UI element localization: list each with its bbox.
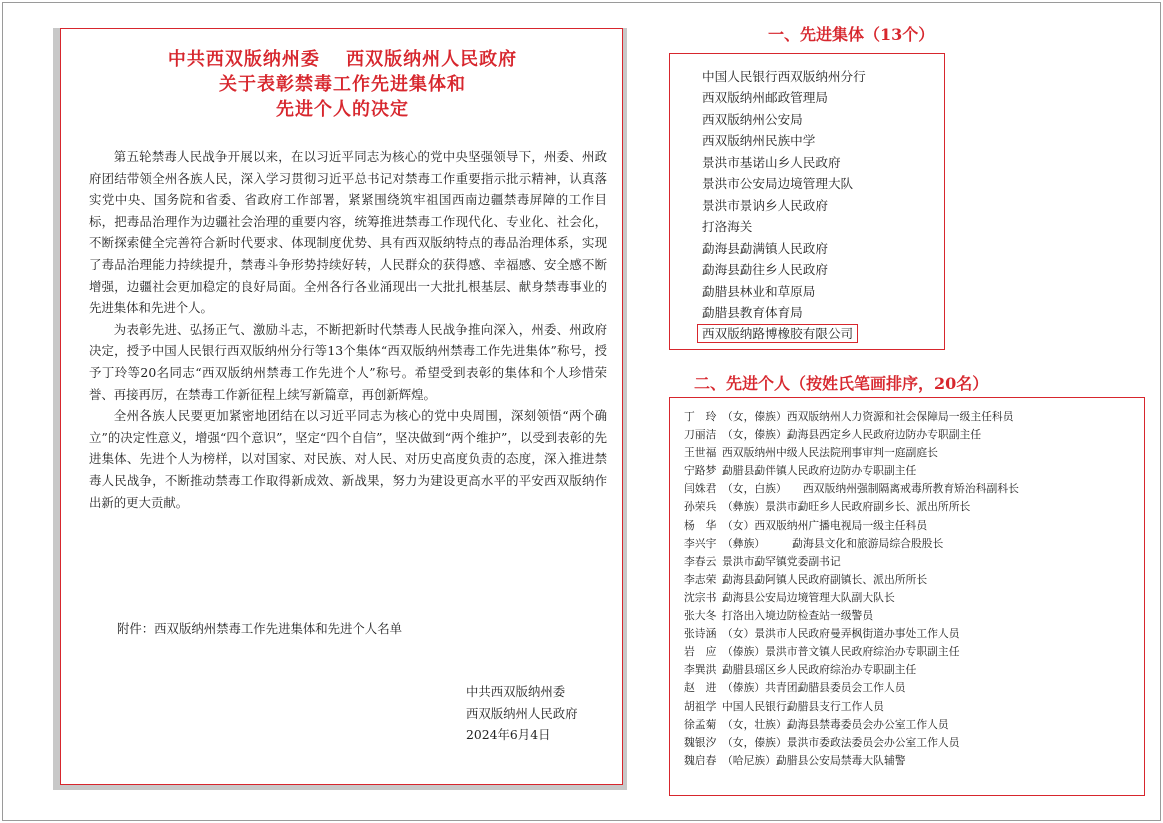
individual-info: 打洛出入境边防检查站一级警员 bbox=[722, 609, 874, 623]
collective-item-label: 景洪市基诺山乡人民政府 bbox=[702, 154, 841, 170]
decree-title bbox=[61, 47, 624, 122]
individual-name: 宁路梦 bbox=[684, 464, 717, 478]
collective-item-label: 勐海县勐往乡人民政府 bbox=[702, 262, 828, 278]
individual-name: 魏银汐 bbox=[684, 735, 717, 749]
collective-item-label: 景洪市公安局边境管理大队 bbox=[702, 176, 854, 192]
collective-item bbox=[702, 238, 866, 259]
decree-paragraph: 第五轮禁毒人民战争开展以来，在以习近平同志为核心的党中央坚强领导下，州委、州政府团结带领全州各族人民，深入学习贯彻习近平总书记对禁毒工作重要指示批示精神，认真落实党中央、国务院和省委、省政府工作部署，紧紧围绕筑牢祖国西南边疆禁毒屏障的工作目标，把毒品治理作为边疆社会治理的重要内容，统筹推进禁毒工作现代化、专业化、社会化，不断探索健全完善符合新时代要求、体现制度优势、具有西双版纳特点的毒品治理体系，实现了毒品治理能力持续提升，禁毒斗争形势持续好转，人民群众的获得感、幸福感、安全感不断增强，边疆社会更加稳定的良好局面。全州各行各业涌现出一大批扎根基层、献身禁毒事业的先进集体和先进个人。 bbox=[89, 149, 607, 316]
individual-name: 刀丽洁 bbox=[684, 428, 717, 442]
individual-name: 岩 应 bbox=[684, 645, 717, 659]
individual-name: 王世福 bbox=[684, 446, 717, 460]
individual-info: （女，傣族）景洪市委政法委员会办公室工作人员 bbox=[722, 735, 960, 749]
individual-item bbox=[684, 426, 1019, 444]
individual-name: 沈宗书 bbox=[684, 590, 717, 604]
individual-name: 李兴宇 bbox=[684, 536, 717, 550]
individual-item bbox=[684, 480, 1019, 498]
individual-info: 勐海县勐阿镇人民政府副镇长、派出所所长 bbox=[722, 572, 928, 586]
individual-info: 景洪市勐罕镇党委副书记 bbox=[722, 554, 841, 568]
individual-name: 李巽洪 bbox=[684, 663, 717, 677]
individual-info: （傣族）景洪市普文镇人民政府综治办专职副主任 bbox=[722, 645, 960, 659]
individual-info: （女）西双版纳州广播电视局一级主任科员 bbox=[722, 518, 928, 532]
signature-date: 2024年6月4日 bbox=[466, 727, 551, 742]
collective-item-label: 西双版纳州民族中学 bbox=[702, 133, 816, 149]
collective-item-label: 勐海县勐满镇人民政府 bbox=[702, 240, 828, 256]
individual-item bbox=[684, 698, 1019, 716]
collective-item bbox=[702, 87, 866, 108]
decree-title-line: 中共西双版纳州委 西双版纳州人民政府 bbox=[167, 49, 518, 70]
collective-item bbox=[702, 195, 866, 216]
individual-item bbox=[684, 661, 1019, 679]
individual-info: （女，白族） 西双版纳州强制隔离戒毒所教育矫治科副科长 bbox=[722, 482, 1019, 496]
collectives-heading: 一、先进集体（13个） bbox=[768, 25, 935, 44]
collective-item bbox=[702, 323, 866, 344]
decree-title-line: 关于表彰禁毒工作先进集体和 bbox=[219, 74, 466, 95]
collective-item-label: 西双版纳路博橡胶有限公司 bbox=[697, 324, 858, 343]
collective-item bbox=[702, 152, 866, 173]
collective-item-label: 西双版纳州公安局 bbox=[702, 111, 803, 127]
collective-item-label: 打洛海关 bbox=[702, 219, 753, 235]
individuals-box bbox=[669, 397, 1145, 796]
individual-info: （彝族）景洪市勐旺乡人民政府副乡长、派出所所长 bbox=[722, 500, 971, 514]
individual-name: 徐孟菊 bbox=[684, 717, 717, 731]
individual-name: 赵 进 bbox=[684, 681, 717, 695]
individual-item bbox=[684, 408, 1019, 426]
collective-item bbox=[702, 66, 866, 87]
signature-org: 西双版纳州人民政府 bbox=[466, 705, 578, 721]
collective-item bbox=[702, 259, 866, 280]
individual-item bbox=[684, 589, 1019, 607]
individual-info: （女，傣族）勐海县西定乡人民政府边防办专职副主任 bbox=[722, 428, 982, 442]
individual-info: 中国人民银行勐腊县支行工作人员 bbox=[722, 699, 884, 713]
individual-info: （彝族） 勐海县文化和旅游局综合股股长 bbox=[722, 536, 944, 550]
individual-info: 勐腊县瑶区乡人民政府综治办专职副主任 bbox=[722, 663, 917, 677]
individual-name: 孙荣兵 bbox=[684, 500, 717, 514]
individual-item bbox=[684, 679, 1019, 697]
collective-item-label: 景洪市景讷乡人民政府 bbox=[702, 197, 828, 213]
individual-name: 李春云 bbox=[684, 554, 717, 568]
collectives-list bbox=[702, 66, 866, 345]
individual-info: （女）景洪市人民政府曼弄枫街道办事处工作人员 bbox=[722, 627, 960, 641]
individual-name: 魏启春 bbox=[684, 753, 717, 767]
decree-panel bbox=[53, 28, 627, 790]
individual-item bbox=[684, 535, 1019, 553]
individual-name: 李志荣 bbox=[684, 572, 717, 586]
collective-item bbox=[702, 109, 866, 130]
attachment-note: 附件：西双版纳州禁毒工作先进集体和先进个人名单 bbox=[117, 621, 402, 636]
decree-body bbox=[89, 146, 607, 513]
individual-name: 张诗涵 bbox=[684, 627, 717, 641]
individual-name: 张大冬 bbox=[684, 609, 717, 623]
individual-info: （哈尼族）勐腊县公安局禁毒大队辅警 bbox=[722, 753, 906, 767]
individual-item bbox=[684, 643, 1019, 661]
collective-item bbox=[702, 281, 866, 302]
collective-item bbox=[702, 173, 866, 194]
collective-item-label: 中国人民银行西双版纳州分行 bbox=[702, 69, 866, 84]
individual-item bbox=[684, 444, 1019, 462]
individual-item bbox=[684, 517, 1019, 535]
individual-item bbox=[684, 752, 1019, 770]
individual-name: 胡祖学 bbox=[684, 699, 717, 713]
decree-card bbox=[60, 28, 623, 785]
individual-item bbox=[684, 553, 1019, 571]
individual-name: 丁 玲 bbox=[684, 410, 717, 423]
individuals-list bbox=[684, 408, 1019, 770]
collective-item-label: 西双版纳州邮政管理局 bbox=[702, 90, 828, 106]
individual-info: 勐海县公安局边境管理大队副大队长 bbox=[722, 590, 895, 604]
decree-paragraph: 全州各族人民要更加紧密地团结在以习近平同志为核心的党中央周围，深刻领悟“两个确立”的决定性意义，增强“四个意识”，坚定“四个自信”，坚决做到“两个维护”，以受到表彰的先进集体、先进个人为榜样，以对国家、对民族、对人民、对历史高度负责的态度，深入推进禁毒人民战争，不断推动禁毒工作取得新成效、新战果，努力为建设更高水平的平安西双版纳作出新的更大贡献。 bbox=[89, 408, 607, 510]
decree-title-line: 先进个人的决定 bbox=[276, 99, 409, 120]
collective-item-label: 勐腊县林业和草原局 bbox=[702, 283, 816, 299]
individual-info: 勐腊县勐伴镇人民政府边防办专职副主任 bbox=[722, 464, 917, 478]
individual-item bbox=[684, 716, 1019, 734]
individual-info: （女，壮族）勐海县禁毒委员会办公室工作人员 bbox=[722, 717, 949, 731]
individual-info: （傣族）共青团勐腊县委员会工作人员 bbox=[722, 681, 906, 695]
individual-name: 闫姝君 bbox=[684, 482, 717, 496]
signature-block bbox=[466, 681, 578, 746]
individual-item bbox=[684, 734, 1019, 752]
individual-item bbox=[684, 462, 1019, 480]
individuals-heading: 二、先进个人（按姓氏笔画排序，20名） bbox=[694, 374, 989, 393]
individual-item bbox=[684, 625, 1019, 643]
collectives-box bbox=[669, 53, 945, 350]
signature-org: 中共西双版纳州委 bbox=[466, 684, 566, 699]
collective-item bbox=[702, 302, 866, 323]
individual-info: 西双版纳州中级人民法院刑事审判一庭副庭长 bbox=[722, 446, 938, 460]
individual-item bbox=[684, 607, 1019, 625]
individual-item bbox=[684, 571, 1019, 589]
collective-item bbox=[702, 130, 866, 151]
individual-info: （女，傣族）西双版纳州人力资源和社会保障局一级主任科员 bbox=[722, 410, 1014, 423]
collective-item bbox=[702, 216, 866, 237]
collective-item-label: 勐腊县教育体育局 bbox=[702, 304, 803, 320]
individual-item bbox=[684, 498, 1019, 516]
individual-name: 杨 华 bbox=[684, 518, 717, 532]
decree-paragraph: 为表彰先进、弘扬正气、激励斗志，不断把新时代禁毒人民战争推向深入，州委、州政府决定，授予中国人民银行西双版纳州分行等13个集体“西双版纳州禁毒工作先进集体”称号，授予丁玲等20名同志“西双版纳州禁毒工作先进个人”称号。希望受到表彰的集体和个人珍惜荣誉、再接再厉，在禁毒工作新征程上续写新篇章，再创新辉煌。 bbox=[89, 321, 607, 402]
